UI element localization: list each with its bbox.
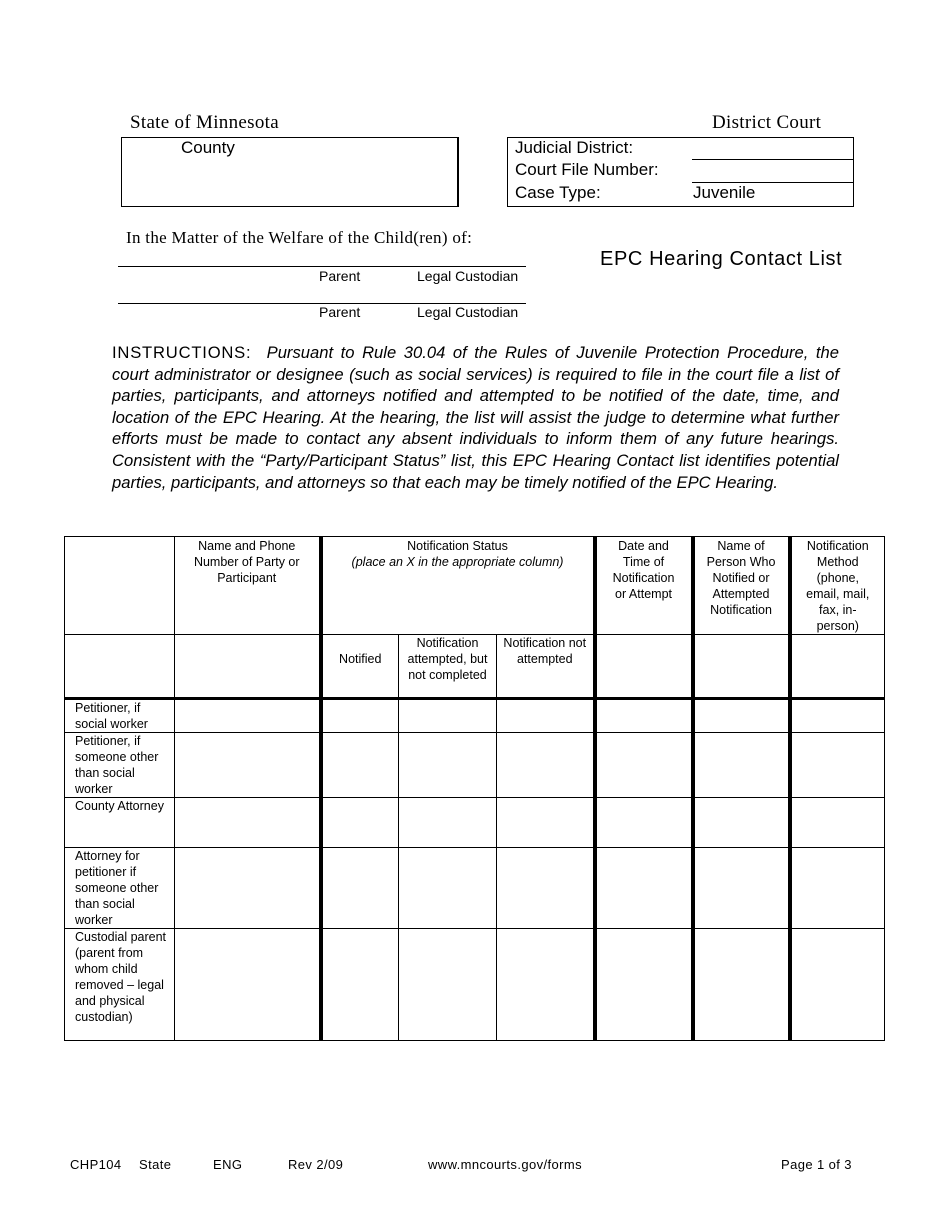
- case-type-label: Case Type:: [515, 183, 601, 202]
- legal-custodian-label-2: Legal Custodian: [417, 304, 519, 320]
- case-info-box: [507, 137, 854, 207]
- header-notification-status: Notification Status: [407, 539, 508, 553]
- matter-heading: In the Matter of the Welfare of the Child(ren) of:: [126, 228, 473, 247]
- judicial-district-row: [508, 138, 853, 160]
- header-notification-method: Notification Method (phone, email, mail, fax, in-person): [806, 539, 870, 633]
- table-row: [65, 848, 885, 929]
- legal-custodian-label-1: Legal Custodian: [417, 268, 519, 284]
- footer-scope: State: [139, 1157, 172, 1172]
- table-row: [65, 798, 885, 848]
- footer-revision: Rev 2/09: [288, 1157, 344, 1172]
- footer-url-link[interactable]: www.mncourts.gov/forms: [428, 1157, 583, 1172]
- row-label: County Attorney: [65, 798, 175, 848]
- row-label: Petitioner, if social worker: [65, 699, 175, 733]
- child-name-line-1[interactable]: [118, 266, 526, 267]
- instructions-body: Pursuant to Rule 30.04 of the Rules of Juvenile Protection Procedure, the court administrator or designee (such as social services) is required to file in the court file a list of parties, participants, and attorneys notified and attempted to be notified of the date, time, and location of the EPC Hearing. At the hearing, the list will assist the judge to determine what further efforts must be made to contact any absent individuals to inform them of any future hearings. Consistent with the “Party/Participant Status” list, this EPC Hearing Contact list identifies potential parties, participants, and attorneys so that each may be timely notified of the EPC Hearing.: [112, 343, 839, 492]
- court-file-number-field[interactable]: [692, 160, 853, 183]
- court-file-number-row: [508, 160, 853, 182]
- table-row: [65, 929, 885, 1041]
- table-row: [65, 699, 885, 733]
- header-name-phone: Name and Phone Number of Party or Participant: [193, 539, 300, 585]
- table-subheader-row: [65, 635, 885, 699]
- form-title: EPC Hearing Contact List: [600, 248, 843, 270]
- case-type-value: Juvenile: [693, 183, 756, 202]
- header-date-time: Date and Time of Notification or Attempt: [612, 539, 675, 601]
- header-person-notified: Name of Person Who Notified or Attempted Notification: [706, 539, 776, 617]
- judicial-district-field[interactable]: [692, 138, 853, 160]
- corner-cell: [65, 537, 175, 635]
- subheader-not-attempted: Notification not attempted: [497, 635, 595, 699]
- judicial-district-label: Judicial District:: [515, 138, 634, 157]
- row-label: Custodial parent (parent from whom child removed – legal and physical custodian): [65, 929, 175, 1041]
- subheader-attempted: Notification attempted, but not completed: [399, 635, 497, 699]
- row-label: Attorney for petitioner if someone other than social worker: [65, 848, 175, 929]
- case-type-row: [508, 183, 853, 205]
- footer-language: ENG: [213, 1157, 243, 1172]
- subheader-notified: Notified: [321, 635, 399, 699]
- parent-label-2: Parent: [319, 304, 361, 320]
- instructions: [112, 342, 839, 493]
- table-row: [65, 733, 885, 798]
- parent-label-1: Parent: [319, 268, 361, 284]
- footer-page-number: Page 1 of 3: [781, 1157, 852, 1172]
- county-box[interactable]: [121, 137, 459, 207]
- court-file-number-label: Court File Number:: [515, 160, 659, 179]
- header-notification-status-note: (place an X in the appropriate column): [351, 555, 564, 569]
- table-header-row: [65, 537, 885, 635]
- county-label: County: [181, 138, 235, 157]
- contact-table: [64, 536, 885, 1041]
- court-heading: District Court: [712, 112, 822, 133]
- row-label: Petitioner, if someone other than social worker: [65, 733, 175, 798]
- footer-form-id: CHP104: [70, 1157, 122, 1172]
- state-heading: State of Minnesota: [130, 112, 279, 133]
- instructions-lead: INSTRUCTIONS:: [112, 343, 252, 362]
